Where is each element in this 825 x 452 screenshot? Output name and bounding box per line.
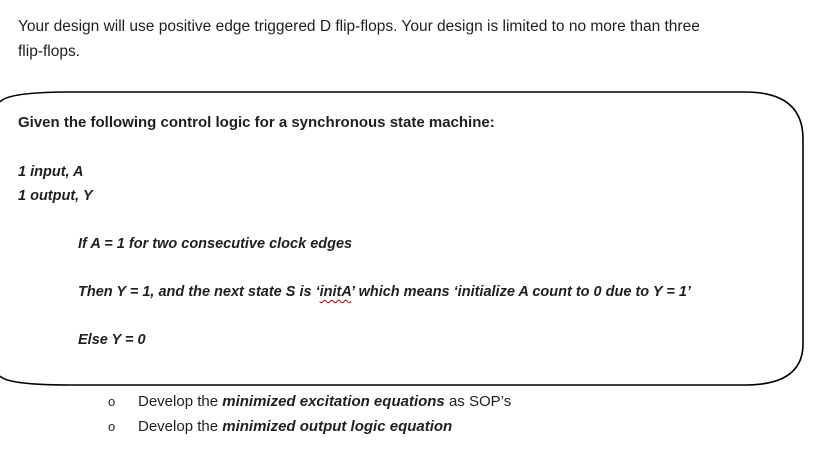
output-spec: 1 output, Y (18, 188, 93, 204)
intro-paragraph (18, 14, 808, 64)
hollow-bullet-icon: o (108, 394, 116, 409)
task-prefix: Develop the (138, 393, 223, 410)
rule-else: Else Y = 0 (78, 332, 146, 348)
input-spec: 1 input, A (18, 164, 84, 180)
intro-line-1: Your design will use positive edge triggered D flip-flops. Your design is limited to no more than three (18, 18, 700, 35)
intro-line-2: flip-flops. (18, 43, 81, 60)
rule-then-before: Then Y = 1, and the next state S is ‘ (78, 284, 320, 300)
spellcheck-underlined-word: initA (319, 284, 352, 300)
rule-then-after: ’ which means ‘initialize A count to 0 due to Y = 1’ (351, 284, 691, 300)
task-suffix: as SOP’s (444, 393, 512, 410)
task-item-excitation (108, 393, 511, 411)
rule-then (78, 283, 691, 301)
box-heading: Given the following control logic for a synchronous state machine: (18, 114, 495, 131)
task-emphasis: minimized excitation equations (222, 393, 445, 410)
hollow-bullet-icon: o (108, 419, 116, 434)
task-emphasis: minimized output logic equation (222, 418, 453, 435)
task-item-output (108, 418, 452, 436)
task-prefix: Develop the (138, 418, 223, 435)
rule-if: If A = 1 for two consecutive clock edges (78, 236, 353, 252)
